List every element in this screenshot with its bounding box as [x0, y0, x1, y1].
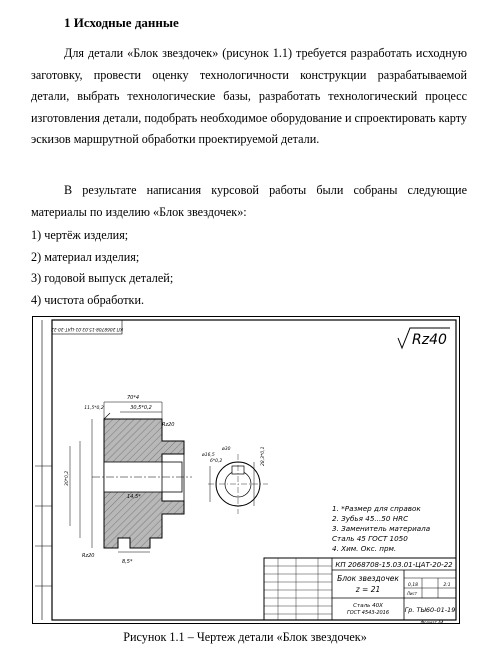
materials-list — [31, 225, 173, 311]
material-gost: ГОСТ 4543-2016 — [346, 610, 390, 616]
mass-value: 0,18 — [407, 583, 419, 588]
dim-label: ø30 — [222, 447, 231, 452]
part-name: Блок звездочек — [337, 574, 399, 583]
doc-number: КП 2068708-15.03.01-ЦАТ-20-22 — [335, 561, 453, 569]
material: Сталь 40Х — [353, 603, 383, 609]
list-item: 1) чертёж изделия; — [31, 228, 129, 242]
corner-stamp: КП 2068708-15.03.01-ЦАТ-20-22 — [51, 326, 123, 331]
dim-label: Rz20 — [82, 553, 95, 559]
list-item: 2) материал изделия; — [31, 249, 140, 264]
svg-text:Rz40: Rz40 — [412, 332, 447, 348]
dim-label: 28,3*0,1 — [261, 446, 266, 466]
technical-notes — [332, 504, 430, 553]
roughness-symbol — [398, 328, 450, 348]
dim-label: 8,5* — [122, 559, 133, 565]
dim-label: 14,5* — [127, 494, 141, 500]
scale-value: 2:1 — [443, 583, 451, 588]
list-item: 3) годовой выпуск деталей; — [31, 271, 174, 285]
figure-caption: Рисунок 1.1 – Чертеж детали «Блок звездочек» — [123, 630, 367, 644]
svg-text:Сталь 45 ГОСТ 1050: Сталь 45 ГОСТ 1050 — [332, 534, 408, 543]
paragraph-2: В результате написания курсовой работы были собраны следующие материалы по изделию «Блок звездочек»: — [31, 183, 467, 219]
dim-label: 11,5*0,2 — [84, 406, 104, 411]
list-item: 4) чистота обработки. — [31, 292, 145, 307]
svg-text:2. Зубья 45...50 HRC: 2. Зубья 45...50 HRC — [332, 514, 409, 523]
dim-label: 70*4 — [126, 395, 140, 401]
dim-label: ø16,5 — [202, 453, 215, 458]
group-number: Гр. ТЫ60-01-19 — [404, 606, 456, 614]
format-label: Формат А4 — [420, 620, 444, 624]
svg-text:4. Хим. Окс. прм.: 4. Хим. Окс. прм. — [332, 544, 397, 553]
part-drawing — [32, 316, 460, 624]
teeth-count: z = 21 — [355, 585, 381, 594]
svg-text:3. Заменитель материала: 3. Заменитель материала — [332, 524, 431, 533]
dim-label: 30,5*0,2 — [130, 405, 152, 411]
sheet-label: Лист — [406, 591, 418, 596]
dim-label: 6*0,2 — [210, 459, 223, 464]
paragraph-1: Для детали «Блок звездочек» (рисунок 1.1) требуется разработать исходную заготовку, провести оценку технологичности конструкции разрабатываемой детали, выбрать технологические базы, разработать технологический процесс изготовления детали, подобрать необходимое оборудование и спроектировать карту эскизов маршрутной обработки проектируемой детали. — [31, 46, 467, 146]
section-heading: 1 Исходные данные — [64, 15, 179, 30]
dim-label: 30*0,2 — [65, 470, 70, 486]
svg-text:1. *Размер для справок: 1. *Размер для справок — [332, 504, 421, 513]
part-section-view — [92, 413, 192, 548]
dim-label: Rz20 — [162, 422, 175, 428]
